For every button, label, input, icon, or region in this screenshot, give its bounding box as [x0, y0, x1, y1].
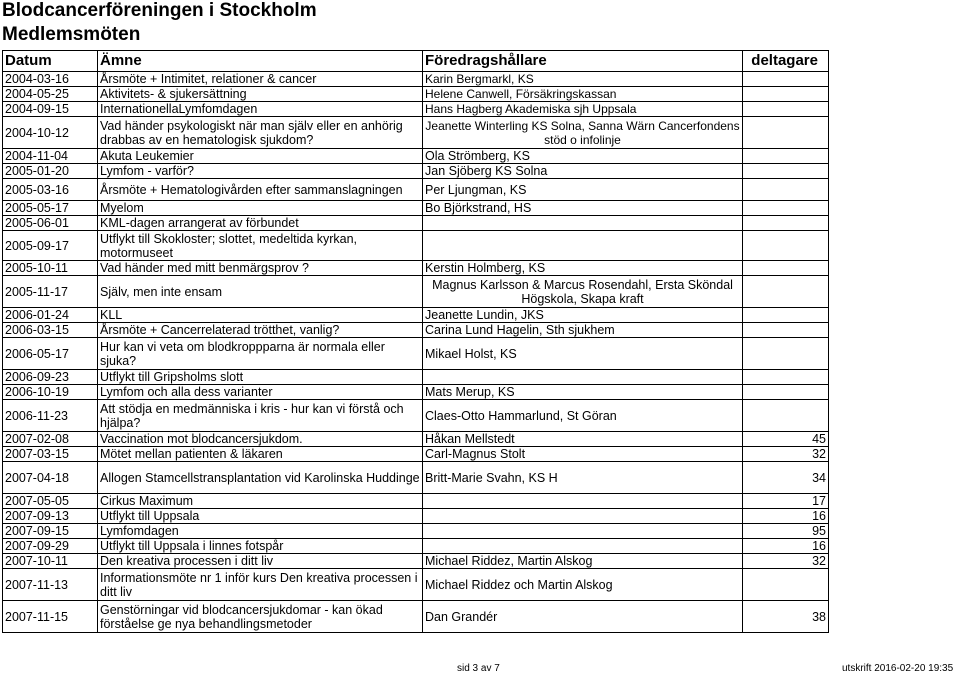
row-date: 2007-05-05	[3, 494, 98, 509]
row-topic: Lymfomdagen	[98, 524, 423, 539]
table-row	[3, 432, 829, 447]
row-topic: Genstörningar vid blodcancersjukdomar - kan ökad förståelse ge nya behandlingsmetoder	[98, 601, 423, 633]
table-row	[3, 385, 829, 400]
row-speaker: Jan Sjöberg KS Solna	[423, 164, 743, 179]
row-participants	[743, 569, 829, 601]
row-topic: Utflykt till Uppsala	[98, 509, 423, 524]
row-speaker: Hans Hagberg Akademiska sjh Uppsala	[423, 102, 743, 117]
row-topic: KLL	[98, 308, 423, 323]
row-topic: Hur kan vi veta om blodkroppparna är normala eller sjuka?	[98, 338, 423, 370]
row-speaker	[423, 370, 743, 385]
row-participants	[743, 216, 829, 231]
row-topic: Årsmöte + Cancerrelaterad trötthet, vanlig?	[98, 323, 423, 338]
table-row	[3, 494, 829, 509]
table-row	[3, 216, 829, 231]
table-row	[3, 72, 829, 87]
row-date: 2006-10-19	[3, 385, 98, 400]
row-participants: 17	[743, 494, 829, 509]
row-participants	[743, 231, 829, 261]
row-date: 2007-09-29	[3, 539, 98, 554]
table-row	[3, 539, 829, 554]
row-speaker: Mikael Holst, KS	[423, 338, 743, 370]
page-title: Blodcancerföreningen i Stockholm	[2, 0, 317, 21]
row-speaker	[423, 509, 743, 524]
row-topic: Årsmöte + Intimitet, relationer & cancer	[98, 72, 423, 87]
row-topic: Aktivitets- & sjukersättning	[98, 87, 423, 102]
row-speaker: Karin Bergmarkl, KS	[423, 72, 743, 87]
column-header-speaker: Föredragshållare	[423, 51, 743, 72]
row-topic: Utflykt till Skokloster; slottet, medeltida kyrkan, motormuseet	[98, 231, 423, 261]
row-date: 2005-05-17	[3, 201, 98, 216]
table-row	[3, 308, 829, 323]
table-row	[3, 447, 829, 462]
table-row	[3, 276, 829, 308]
row-date: 2005-01-20	[3, 164, 98, 179]
row-speaker: Carina Lund Hagelin, Sth sjukhem	[423, 323, 743, 338]
row-date: 2007-03-15	[3, 447, 98, 462]
table-row	[3, 164, 829, 179]
row-participants	[743, 87, 829, 102]
row-topic: Att stödja en medmänniska i kris - hur kan vi förstå och hjälpa?	[98, 400, 423, 432]
row-speaker: Mats Merup, KS	[423, 385, 743, 400]
row-participants	[743, 338, 829, 370]
row-date: 2007-02-08	[3, 432, 98, 447]
table-row	[3, 462, 829, 494]
row-topic: Cirkus Maximum	[98, 494, 423, 509]
print-timestamp: utskrift 2016-02-20 19:35	[842, 663, 954, 674]
row-participants	[743, 102, 829, 117]
column-header-date: Datum	[3, 51, 98, 72]
row-speaker: Ola Strömberg, KS	[423, 149, 743, 164]
row-speaker: Bo Björkstrand, HS	[423, 201, 743, 216]
row-participants: 34	[743, 462, 829, 494]
table-row	[3, 554, 829, 569]
column-header-topic: Ämne	[98, 51, 423, 72]
table-row	[3, 231, 829, 261]
row-date: 2005-10-11	[3, 261, 98, 276]
row-date: 2007-11-15	[3, 601, 98, 633]
row-date: 2006-05-17	[3, 338, 98, 370]
table-row	[3, 117, 829, 149]
row-speaker: Michael Riddez, Martin Alskog	[423, 554, 743, 569]
row-participants	[743, 385, 829, 400]
table-row	[3, 601, 829, 633]
row-topic: Akuta Leukemier	[98, 149, 423, 164]
table-row	[3, 400, 829, 432]
row-speaker	[423, 231, 743, 261]
row-speaker: Jeanette Winterling KS Solna, Sanna Wärn Cancerfondens stöd o infolinje	[423, 117, 743, 149]
row-topic: Informationsmöte nr 1 inför kurs Den kreativa processen i ditt liv	[98, 569, 423, 601]
table-row	[3, 201, 829, 216]
row-speaker: Britt-Marie Svahn, KS H	[423, 462, 743, 494]
row-speaker: Håkan Mellstedt	[423, 432, 743, 447]
row-date: 2005-11-17	[3, 276, 98, 308]
row-topic: Lymfom och alla dess varianter	[98, 385, 423, 400]
row-participants: 16	[743, 539, 829, 554]
row-participants: 32	[743, 447, 829, 462]
row-participants	[743, 149, 829, 164]
row-speaker: Carl-Magnus Stolt	[423, 447, 743, 462]
row-topic: Själv, men inte ensam	[98, 276, 423, 308]
table-row	[3, 509, 829, 524]
row-participants	[743, 164, 829, 179]
row-participants: 38	[743, 601, 829, 633]
row-participants	[743, 201, 829, 216]
row-date: 2004-10-12	[3, 117, 98, 149]
row-topic: Utflykt till Gripsholms slott	[98, 370, 423, 385]
row-participants	[743, 370, 829, 385]
row-date: 2006-03-15	[3, 323, 98, 338]
row-speaker: Michael Riddez och Martin Alskog	[423, 569, 743, 601]
table-row	[3, 102, 829, 117]
table-row	[3, 323, 829, 338]
meetings-table	[2, 50, 829, 633]
row-participants: 95	[743, 524, 829, 539]
row-topic: Mötet mellan patienten & läkaren	[98, 447, 423, 462]
row-date: 2007-04-18	[3, 462, 98, 494]
row-speaker: Kerstin Holmberg, KS	[423, 261, 743, 276]
table-row	[3, 524, 829, 539]
row-speaker: Magnus Karlsson & Marcus Rosendahl, Ersta Sköndal Högskola, Skapa kraft	[423, 276, 743, 308]
row-date: 2006-01-24	[3, 308, 98, 323]
row-participants	[743, 179, 829, 201]
table-body	[3, 72, 829, 633]
row-speaker	[423, 494, 743, 509]
row-participants	[743, 117, 829, 149]
row-date: 2006-11-23	[3, 400, 98, 432]
header-row	[3, 51, 829, 72]
row-date: 2005-09-17	[3, 231, 98, 261]
row-participants	[743, 323, 829, 338]
row-topic: Vaccination mot blodcancersjukdom.	[98, 432, 423, 447]
row-participants	[743, 72, 829, 87]
row-topic: Utflykt till Uppsala i linnes fotspår	[98, 539, 423, 554]
column-header-participants: deltagare	[743, 51, 829, 72]
table-row	[3, 87, 829, 102]
row-participants	[743, 261, 829, 276]
row-participants	[743, 276, 829, 308]
row-topic: KML-dagen arrangerat av förbundet	[98, 216, 423, 231]
row-topic: Vad händer psykologiskt när man själv eller en anhörig drabbas av en hematologisk sjukdom?	[98, 117, 423, 149]
table-row	[3, 149, 829, 164]
row-participants	[743, 308, 829, 323]
row-topic: InternationellaLymfomdagen	[98, 102, 423, 117]
page-subtitle: Medlemsmöten	[2, 24, 141, 45]
row-date: 2005-06-01	[3, 216, 98, 231]
row-topic: Lymfom - varför?	[98, 164, 423, 179]
row-speaker: Helene Canwell, Försäkringskassan	[423, 87, 743, 102]
row-speaker	[423, 539, 743, 554]
row-participants: 16	[743, 509, 829, 524]
row-topic: Årsmöte + Hematologivården efter sammanslagningen	[98, 179, 423, 201]
row-date: 2007-11-13	[3, 569, 98, 601]
page-number: sid 3 av 7	[457, 663, 500, 674]
row-participants: 45	[743, 432, 829, 447]
row-topic: Myelom	[98, 201, 423, 216]
table-row	[3, 370, 829, 385]
row-topic: Allogen Stamcellstransplantation vid Karolinska Huddinge	[98, 462, 423, 494]
row-date: 2007-09-13	[3, 509, 98, 524]
row-date: 2006-09-23	[3, 370, 98, 385]
row-speaker: Per Ljungman, KS	[423, 179, 743, 201]
row-date: 2004-05-25	[3, 87, 98, 102]
row-date: 2007-10-11	[3, 554, 98, 569]
row-topic: Den kreativa processen i ditt liv	[98, 554, 423, 569]
row-date: 2004-03-16	[3, 72, 98, 87]
row-speaker: Jeanette Lundin, JKS	[423, 308, 743, 323]
row-speaker: Claes-Otto Hammarlund, St Göran	[423, 400, 743, 432]
row-speaker	[423, 524, 743, 539]
row-participants	[743, 400, 829, 432]
row-topic: Vad händer med mitt benmärgsprov ?	[98, 261, 423, 276]
table-row	[3, 261, 829, 276]
row-speaker: Dan Grandér	[423, 601, 743, 633]
table-row	[3, 179, 829, 201]
row-speaker	[423, 216, 743, 231]
row-date: 2005-03-16	[3, 179, 98, 201]
table-row	[3, 569, 829, 601]
table-row	[3, 338, 829, 370]
row-participants: 32	[743, 554, 829, 569]
row-date: 2004-11-04	[3, 149, 98, 164]
row-date: 2007-09-15	[3, 524, 98, 539]
row-date: 2004-09-15	[3, 102, 98, 117]
